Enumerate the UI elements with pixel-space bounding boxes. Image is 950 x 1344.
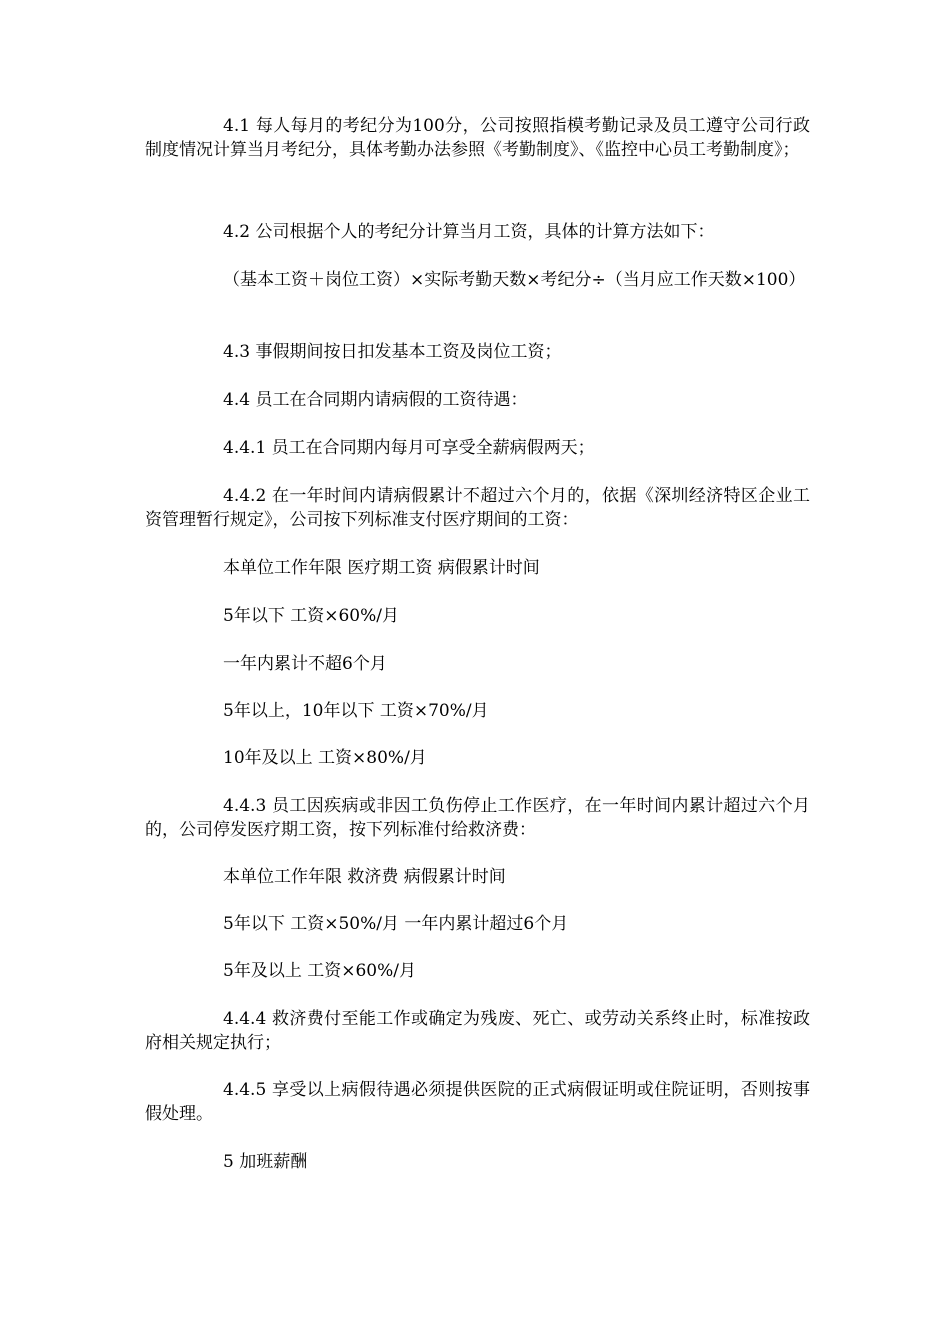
- paragraph-4-1: 4.1 每人每月的考纪分为100分，公司按照指模考勤记录及员工遵守公司行政制度情况计算当月考纪分，具体考勤办法参照《考勤制度》、《监控中心员工考勤制度》；: [145, 116, 810, 160]
- paragraph-4-3: 4.3 事假期间按日扣发基本工资及岗位工资；: [223, 342, 562, 362]
- sick-pay-row-under-5-years: 5年以下 工资×60%/月: [223, 606, 399, 626]
- paragraph-4-4-5: 4.4.5 享受以上病假待遇必须提供医院的正式病假证明或住院证明，否则按事假处理。: [145, 1080, 810, 1124]
- relief-table-header: 本单位工作年限 救济费 病假累计时间: [223, 867, 506, 887]
- relief-row-under-5-years: 5年以下 工资×50%/月 一年内累计超过6个月: [223, 914, 569, 934]
- sick-pay-limit-note: 一年内累计不超6个月: [223, 654, 387, 674]
- sick-pay-row-10-plus-years: 10年及以上 工资×80%/月: [223, 748, 427, 768]
- paragraph-4-4-3: 4.4.3 员工因疾病或非因工负伤停止工作医疗，在一年时间内累计超过六个月的，公司停发医疗期工资，按下列标准付给救济费：: [145, 796, 810, 840]
- section-5-heading: 5 加班薪酬: [223, 1152, 308, 1172]
- sick-pay-table-header: 本单位工作年限 医疗期工资 病假累计时间: [223, 558, 540, 578]
- sick-pay-row-5-to-10-years: 5年以上，10年以下 工资×70%/月: [223, 701, 489, 721]
- paragraph-4-2: 4.2 公司根据个人的考纪分计算当月工资，具体的计算方法如下：: [223, 222, 715, 242]
- paragraph-4-4-2: 4.4.2 在一年时间内请病假累计不超过六个月的，依据《深圳经济特区企业工资管理暂行规定》，公司按下列标准支付医疗期间的工资：: [145, 486, 810, 530]
- salary-formula: （基本工资＋岗位工资）×实际考勤天数×考纪分÷（当月应工作天数×100）: [223, 270, 806, 290]
- paragraph-4-4: 4.4 员工在合同期内请病假的工资待遇：: [223, 390, 528, 410]
- relief-row-5-plus-years: 5年及以上 工资×60%/月: [223, 961, 416, 981]
- paragraph-4-4-4: 4.4.4 救济费付至能工作或确定为残废、死亡、或劳动关系终止时，标准按政府相关规定执行；: [145, 1009, 810, 1053]
- paragraph-4-4-1: 4.4.1 员工在合同期内每月可享受全薪病假两天；: [223, 438, 595, 458]
